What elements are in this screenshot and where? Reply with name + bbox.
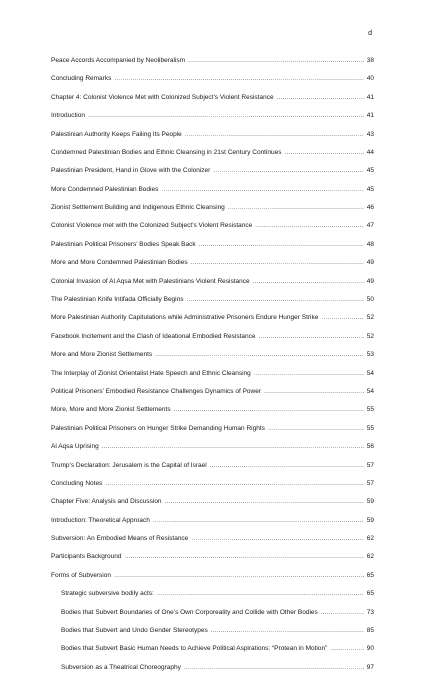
toc-entry-title: Condemned Palestinian Bodies and Ethnic Cleansing in 21st Century Continues: [51, 148, 282, 156]
toc-entry-title: Participants Background: [51, 553, 122, 561]
toc-entry-title: Chapter 4: Colonist Violence Met with Colonized Subject’s Violent Resistance: [51, 93, 274, 101]
toc-entry-page-number: 54: [366, 369, 374, 377]
dot-leader: [165, 499, 364, 506]
dot-leader: [161, 187, 364, 194]
toc-entry-title: Palestinian Authority Keeps Failing Its People: [51, 130, 182, 138]
toc-entry-title: Colonial Invasion of Al Aqsa Met with Palestinians Violent Resistance: [51, 277, 250, 285]
dot-leader: [254, 371, 364, 378]
toc-entry-page-number: 57: [366, 479, 374, 487]
toc-entry[interactable]: [51, 659, 374, 677]
dot-leader: [191, 536, 364, 543]
toc-entry-title: Peace Accords Accompanied by Neoliberalism: [51, 56, 186, 64]
toc-entry-title: Al Aqsa Uprising: [51, 443, 99, 451]
toc-entry[interactable]: [51, 493, 374, 511]
toc-entry[interactable]: [51, 622, 374, 640]
toc-entry-title: Palestinian Political Prisoners’ Bodies Speak Back: [51, 240, 196, 248]
toc-entry-page-number: 65: [366, 590, 374, 598]
dot-leader: [188, 58, 364, 65]
toc-entry-title: Introduction: [51, 112, 85, 120]
toc-entry-page-number: 45: [366, 167, 374, 175]
toc-entry-page-number: 43: [366, 130, 374, 138]
toc-entry-title: Bodies that Subvert and Undo Gender Stereotypes: [61, 627, 208, 635]
toc-entry-page-number: 55: [366, 406, 374, 414]
dot-leader: [330, 646, 364, 653]
toc-entry-title: Forms of Subversion: [51, 571, 111, 579]
toc-entry[interactable]: [51, 70, 374, 88]
toc-entry-page-number: 62: [366, 553, 374, 561]
dot-leader: [321, 610, 364, 617]
toc-entry[interactable]: [51, 236, 374, 254]
toc-entry-page-number: 65: [366, 571, 374, 579]
toc-entry-title: Subversion: An Embodied Means of Resistance: [51, 535, 189, 543]
page-number: d: [368, 30, 372, 37]
toc-entry-title: More Condemned Palestinian Bodies: [51, 185, 159, 193]
toc-entry[interactable]: [51, 273, 374, 291]
toc-entry-page-number: 52: [366, 314, 374, 322]
toc-entry-page-number: 53: [366, 351, 374, 359]
dot-leader: [185, 132, 364, 139]
toc-entry[interactable]: [51, 365, 374, 383]
toc-entry-title: More and More Condemned Palestinian Bodies: [51, 259, 188, 267]
toc-entry[interactable]: [51, 383, 374, 401]
toc-entry-page-number: 41: [366, 93, 374, 101]
toc-entry[interactable]: [51, 218, 374, 236]
dot-leader: [264, 389, 364, 396]
dot-leader: [153, 518, 364, 525]
toc-entry[interactable]: [51, 475, 374, 493]
toc-entry-title: Colonist Violence met with the Colonized Subject’s Violent Resistance: [51, 222, 253, 230]
dot-leader: [191, 260, 364, 267]
toc-entry-page-number: 46: [366, 204, 374, 212]
toc-entry-page-number: 44: [366, 148, 374, 156]
toc-entry-page-number: 52: [366, 332, 374, 340]
toc-entry[interactable]: [51, 401, 374, 419]
toc-entry-page-number: 54: [366, 387, 374, 395]
toc-entry-page-number: 38: [366, 56, 374, 64]
toc-entry-title: Trump’s Declaration: Jerusalem is the Capital of Israel: [51, 461, 207, 469]
toc-entry-page-number: 97: [366, 663, 374, 671]
toc-entry[interactable]: [51, 346, 374, 364]
toc-entry-page-number: 49: [366, 259, 374, 267]
toc-entry-title: Palestinian Political Prisoners on Hunger Strike Demanding Human Rights: [51, 424, 265, 432]
toc-entry[interactable]: [51, 254, 374, 272]
dot-leader: [199, 242, 364, 249]
toc-entry[interactable]: [51, 530, 374, 548]
toc-entry-title: Chapter Five: Analysis and Discussion: [51, 498, 162, 506]
toc-entry-page-number: 57: [366, 461, 374, 469]
toc-entry-page-number: 47: [366, 222, 374, 230]
toc-entry-title: Bodies that Subvert Boundaries of One’s Own Corporeality and Collide with Other Bodies: [61, 608, 318, 616]
toc-entry-page-number: 48: [366, 240, 374, 248]
dot-leader: [186, 297, 364, 304]
toc-entry-page-number: 85: [366, 627, 374, 635]
toc-entry-title: Bodies that Subvert Basic Human Needs to Achieve Political Aspirations: “Protean in Motion”: [61, 645, 328, 653]
toc-entry[interactable]: [51, 549, 374, 567]
toc-entry-title: More and More Zionist Settlements: [51, 351, 153, 359]
toc-entry-title: Facebook Incitement and the Clash of Ideational Embodied Resistance: [51, 332, 256, 340]
toc-entry-page-number: 62: [366, 535, 374, 543]
dot-leader: [259, 334, 364, 341]
toc-entry[interactable]: [51, 144, 374, 162]
toc-entry[interactable]: [51, 52, 374, 70]
toc-entry-page-number: 50: [366, 296, 374, 304]
toc-entry[interactable]: [51, 199, 374, 217]
dot-leader: [321, 315, 364, 322]
toc-entry[interactable]: [51, 604, 374, 622]
toc-entry[interactable]: [51, 328, 374, 346]
toc-entry[interactable]: [51, 567, 374, 585]
dot-leader: [255, 223, 364, 230]
toc-entry-title: Political Prisoners’ Embodied Resistance Challenges Dynamics of Power: [51, 387, 262, 395]
toc-entry-page-number: 49: [366, 277, 374, 285]
toc-entry-page-number: 45: [366, 185, 374, 193]
toc-entry-page-number: 56: [366, 443, 374, 451]
dot-leader: [268, 426, 364, 433]
dot-leader: [102, 444, 364, 451]
dot-leader: [114, 76, 364, 83]
toc-entry-page-number: 41: [366, 112, 374, 120]
toc-entry-page-number: 59: [366, 498, 374, 506]
dot-leader: [114, 573, 364, 580]
toc-entry[interactable]: [51, 89, 374, 107]
toc-entry-title: Palestinian President, Hand in Glove with the Colonizer: [51, 167, 211, 175]
toc-entry[interactable]: [51, 162, 374, 180]
dot-leader: [285, 150, 364, 157]
dot-leader: [124, 554, 364, 561]
dot-leader: [88, 113, 364, 120]
toc-entry-page-number: 40: [366, 75, 374, 83]
toc-entry-page-number: 55: [366, 424, 374, 432]
dot-leader: [105, 481, 364, 488]
dot-leader: [277, 95, 364, 102]
toc-entry-page-number: 90: [366, 645, 374, 653]
toc-entry[interactable]: [51, 457, 374, 475]
toc-entry-title: Subversion as a Theatrical Choreography: [61, 663, 181, 671]
dot-leader: [228, 205, 364, 212]
toc-entry-title: More Palestinian Authority Capitulations while Administrative Prisoners Endure Hunger Strike: [51, 314, 319, 322]
toc-entry-title: Concluding Remarks: [51, 75, 112, 83]
dot-leader: [211, 628, 364, 635]
dot-leader: [210, 463, 364, 470]
dot-leader: [253, 279, 364, 286]
toc-entry[interactable]: [51, 126, 374, 144]
table-of-contents: [51, 52, 374, 677]
toc-entry-page-number: 59: [366, 516, 374, 524]
toc-entry[interactable]: [51, 291, 374, 309]
toc-entry[interactable]: [51, 181, 374, 199]
toc-entry-title: Strategic subversive bodily acts:: [61, 590, 154, 598]
toc-entry-title: The Palestinian Knife Intifada Officially Begins: [51, 296, 184, 304]
toc-entry[interactable]: [51, 107, 374, 125]
toc-entry-title: More, More and More Zionist Settlements: [51, 406, 171, 414]
dot-leader: [184, 665, 364, 672]
toc-entry[interactable]: [51, 512, 374, 530]
toc-entry[interactable]: [51, 585, 374, 603]
toc-entry-title: Zionist Settlement Building and Indigenous Ethnic Cleansing: [51, 204, 225, 212]
toc-entry[interactable]: [51, 438, 374, 456]
dot-leader: [174, 407, 364, 414]
toc-entry-page-number: 73: [366, 608, 374, 616]
dot-leader: [155, 352, 364, 359]
toc-entry[interactable]: [51, 641, 374, 659]
toc-entry-title: Introduction: Theoretical Approach: [51, 516, 150, 524]
dot-leader: [213, 168, 364, 175]
toc-entry[interactable]: [51, 420, 374, 438]
toc-entry-title: The Interplay of Zionist Orientalist Hate Speech and Ethnic Cleansing: [51, 369, 251, 377]
toc-entry[interactable]: [51, 309, 374, 327]
dot-leader: [157, 591, 364, 598]
toc-entry-title: Concluding Notes: [51, 479, 103, 487]
